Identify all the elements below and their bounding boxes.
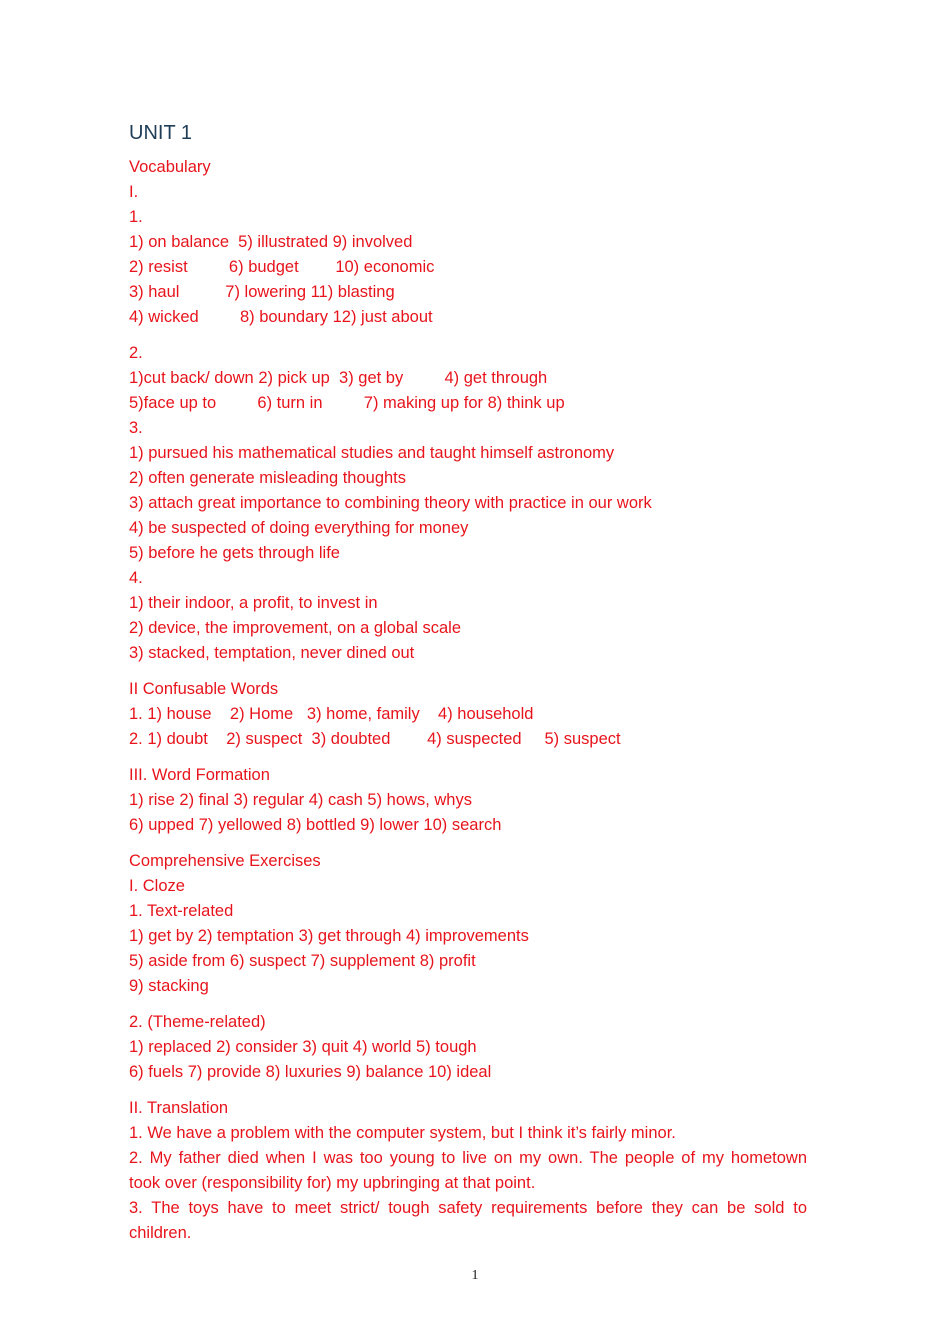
- word-formation-line: 1) rise 2) final 3) regular 4) cash 5) hows, whys: [129, 791, 472, 809]
- exercise-3-line: 3) attach great importance to combining theory with practice in our work: [129, 494, 652, 512]
- text-related-line: 5) aside from 6) suspect 7) supplement 8) profit: [129, 952, 476, 970]
- exercise-3-line: 5) before he gets through life: [129, 544, 340, 562]
- theme-related-line: 1) replaced 2) consider 3) quit 4) world 5) tough: [129, 1038, 477, 1056]
- translation-1: 1. We have a problem with the computer system, but I think it’s fairly minor.: [129, 1124, 676, 1142]
- translation-2-line-2: took over (responsibility for) my upbringing at that point.: [129, 1174, 536, 1192]
- page-number: 1: [471, 1268, 479, 1283]
- exercise-3-line: 1) pursued his mathematical studies and taught himself astronomy: [129, 444, 615, 462]
- text-related-heading: 1. Text-related: [129, 902, 234, 920]
- exercise-4-line: 3) stacked, temptation, never dined out: [129, 644, 415, 662]
- part-one-label: I.: [129, 183, 139, 201]
- theme-related-heading: 2. (Theme-related): [129, 1013, 266, 1031]
- exercise-3-line: 2) often generate misleading thoughts: [129, 469, 407, 487]
- exercise-3-number: 3.: [129, 419, 143, 437]
- text-related-line: 1) get by 2) temptation 3) get through 4) improvements: [129, 927, 529, 945]
- exercise-1-line: 3) haul 7) lowering 11) blasting: [129, 283, 395, 301]
- exercise-4-line: 2) device, the improvement, on a global scale: [129, 619, 462, 637]
- word-formation-line: 6) upped 7) yellowed 8) bottled 9) lower 10) search: [129, 816, 502, 834]
- confusable-line: 1. 1) house 2) Home 3) home, family 4) household: [129, 705, 534, 723]
- confusable-line: 2. 1) doubt 2) suspect 3) doubted 4) suspected 5) suspect: [129, 730, 621, 748]
- cloze-heading: I. Cloze: [129, 877, 185, 895]
- unit-title: UNIT 1: [129, 122, 192, 144]
- translation-3-line-1: 3. The toys have to meet strict/ tough safety requirements before they can be sold to: [129, 1199, 807, 1217]
- exercise-4-line: 1) their indoor, a profit, to invest in: [129, 594, 378, 612]
- confusable-words-heading: II Confusable Words: [129, 680, 279, 698]
- translation-3-line-2: children.: [129, 1224, 192, 1242]
- exercise-2-number: 2.: [129, 344, 143, 362]
- translation-heading: II. Translation: [129, 1099, 229, 1117]
- exercise-1-line: 4) wicked 8) boundary 12) just about: [129, 308, 433, 326]
- theme-related-line: 6) fuels 7) provide 8) luxuries 9) balance 10) ideal: [129, 1063, 492, 1081]
- exercise-4-number: 4.: [129, 569, 143, 587]
- answer-key-content: [129, 118, 807, 1246]
- word-formation-heading: III. Word Formation: [129, 766, 270, 784]
- translation-2-line-1: 2. My father died when I was too young to live on my own. The people of my hometown: [129, 1149, 807, 1167]
- exercise-3-line: 4) be suspected of doing everything for money: [129, 519, 469, 537]
- exercise-1-line: 1) on balance 5) illustrated 9) involved: [129, 233, 413, 251]
- vocabulary-heading: Vocabulary: [129, 158, 211, 176]
- text-related-line: 9) stacking: [129, 977, 209, 995]
- exercise-1-number: 1.: [129, 208, 143, 226]
- exercise-2-line: 5)face up to 6) turn in 7) making up for 8) think up: [129, 394, 565, 412]
- exercise-1-line: 2) resist 6) budget 10) economic: [129, 258, 435, 276]
- comprehensive-heading: Comprehensive Exercises: [129, 852, 321, 870]
- exercise-2-line: 1)cut back/ down 2) pick up 3) get by 4) get through: [129, 369, 548, 387]
